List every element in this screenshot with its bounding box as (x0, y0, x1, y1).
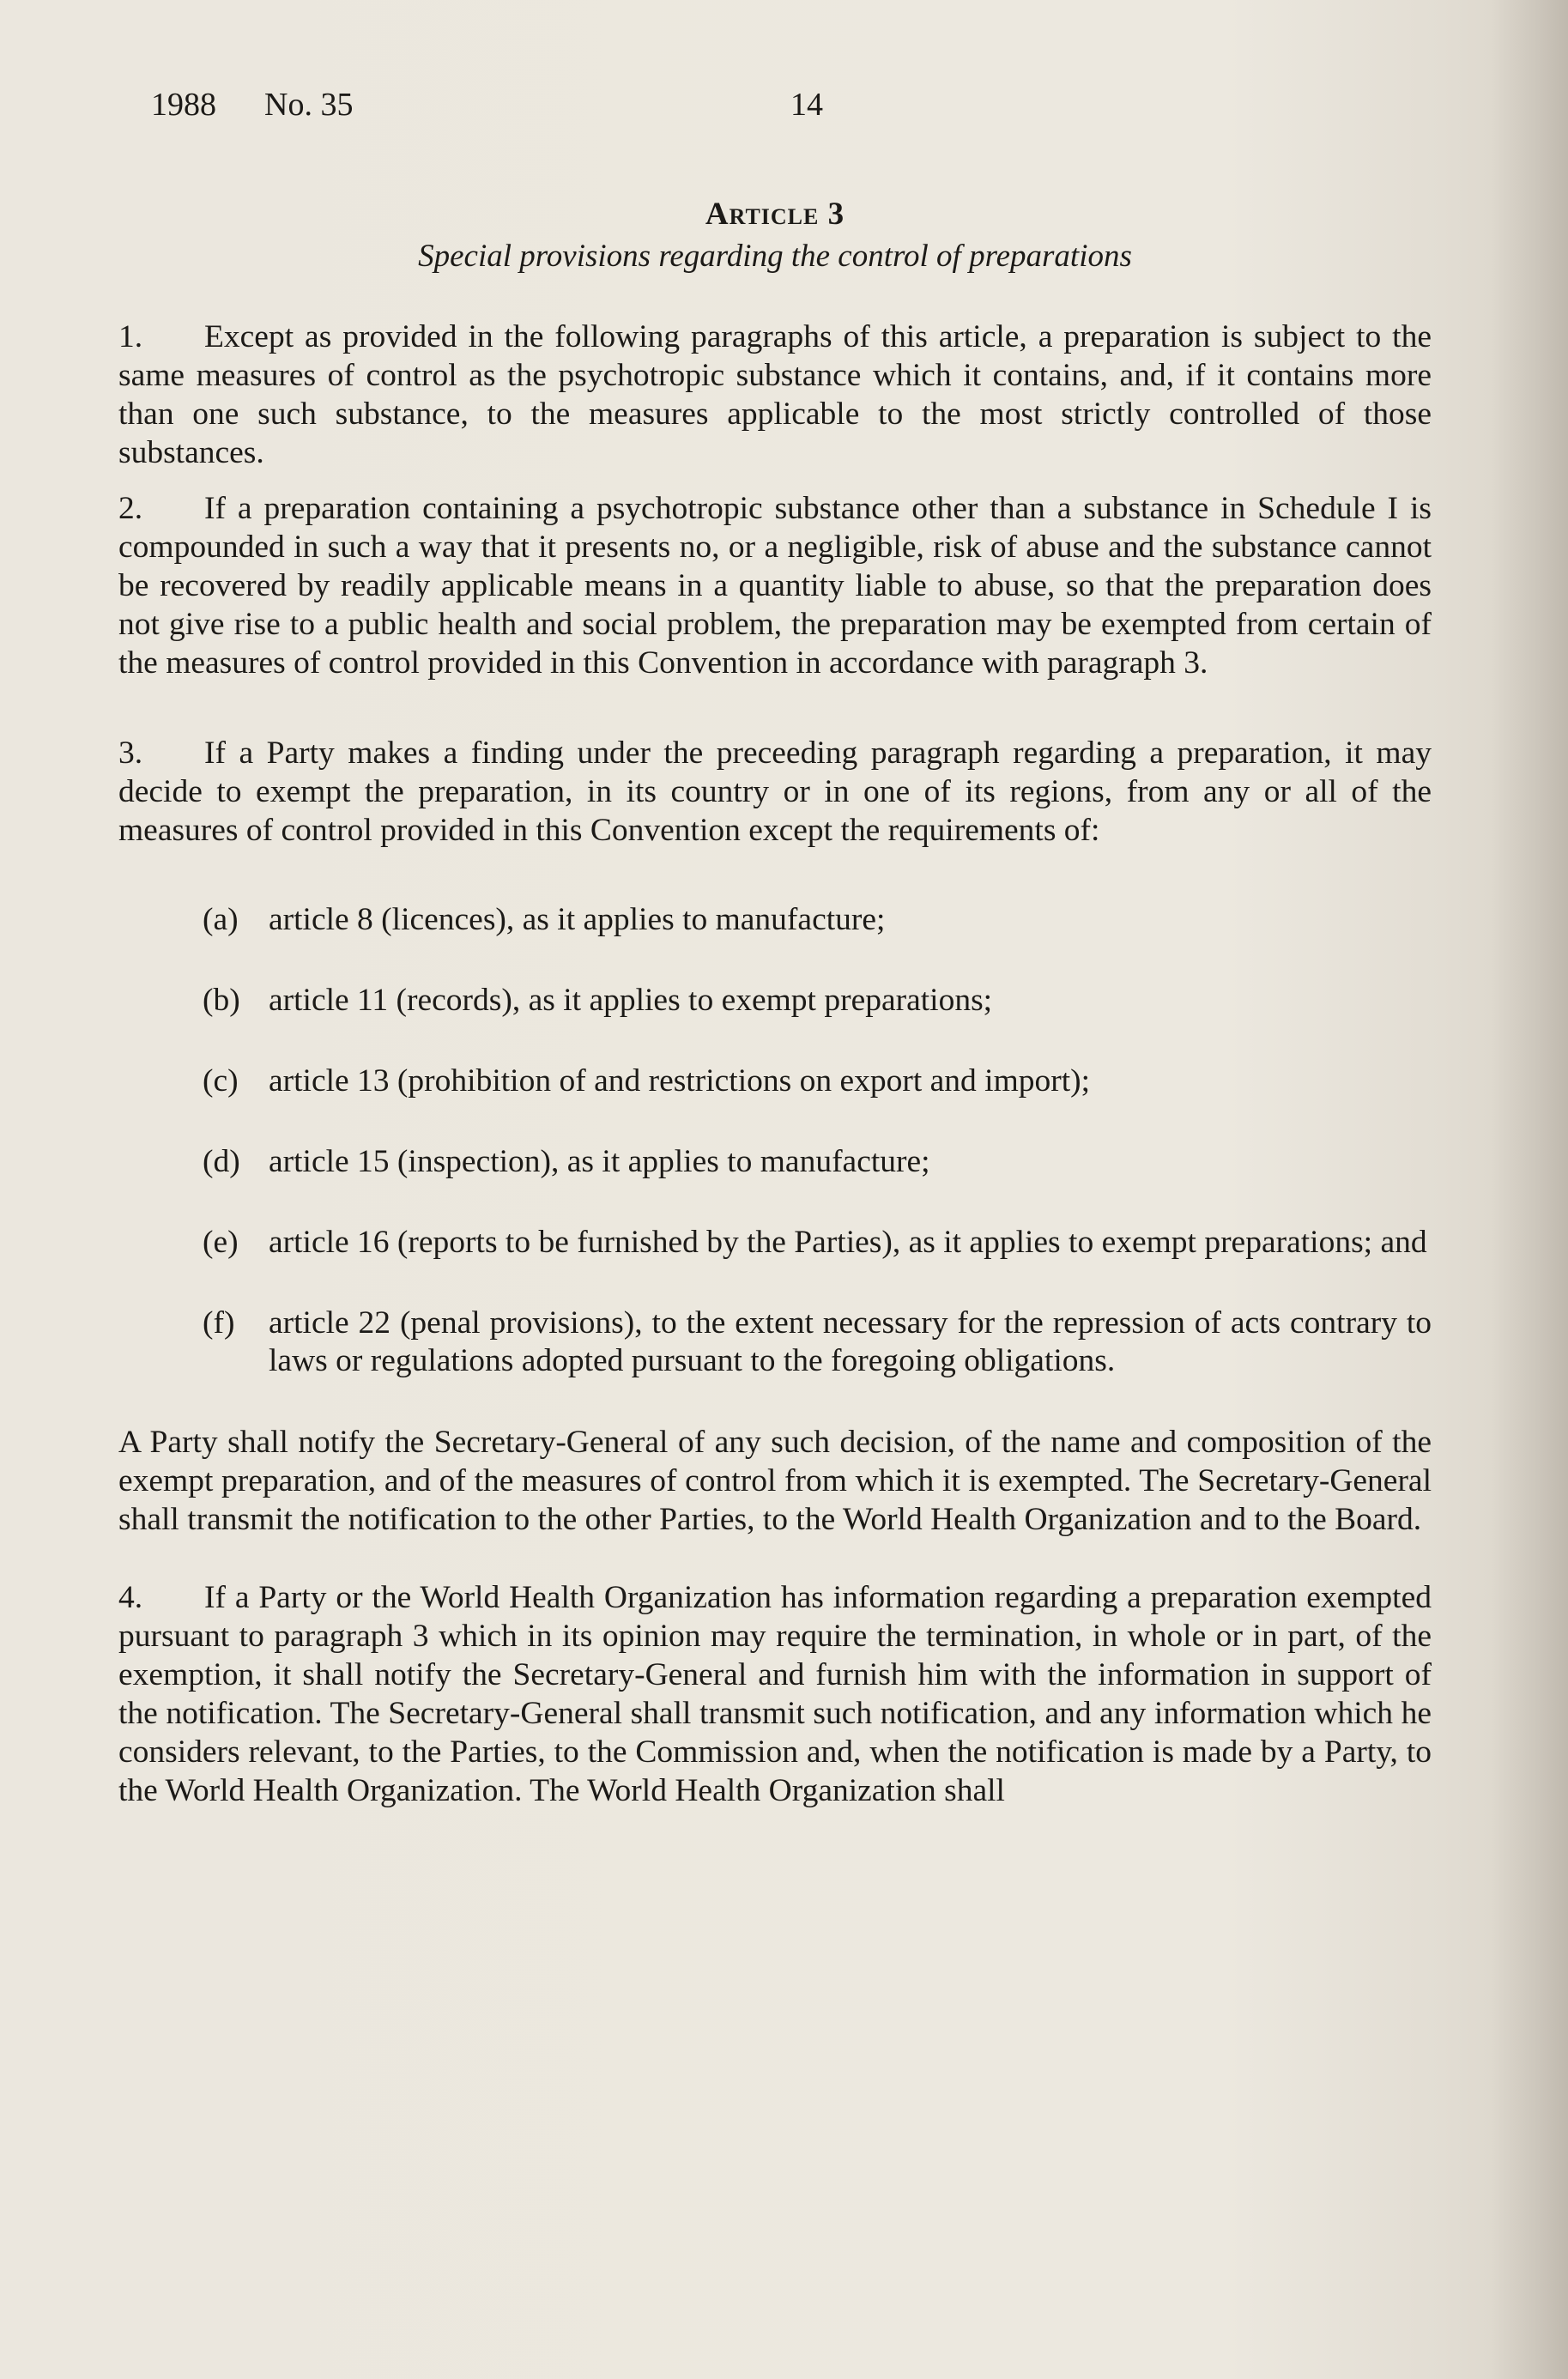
list-item-text: article 13 (prohibition of and restrictions on export and import); (269, 1063, 1091, 1099)
list-item-letter: (f) (203, 1305, 235, 1341)
list-item-text: article 16 (reports to be furnished by the Parties), as it applies to exempt preparations; and (269, 1225, 1427, 1260)
list-item (118, 1224, 1432, 1262)
list-item (118, 1062, 1432, 1100)
list-item-letter: (d) (203, 1144, 240, 1179)
paragraph-text: If a Party makes a finding under the preceeding paragraph regarding a preparation, it may decide to exempt the preparation, in its country or in one of its regions, from any or all of the measures of control provided in this Convention except the requirements of: (118, 735, 1432, 848)
paragraph-number: 3. (118, 735, 143, 771)
article-subtitle: Special provisions regarding the control of preparations (418, 239, 1132, 274)
paragraph-3 (118, 734, 1432, 850)
paragraph-1 (118, 318, 1432, 472)
paragraph-text: If a Party or the World Health Organization has information regarding a preparation exempted pursuant to paragraph 3 which in its opinion may require the termination, in whole or in part, of the exemption, it shall notify the Secretary-General and furnish him with the information in support of the notification. The Secretary-General shall transmit such notification, and any information which he considers relevant, to the Parties, to the Commission and, when the notification is made by a Party, to the World Health Organization. The World Health Organization shall (118, 1580, 1432, 1808)
article-body (118, 196, 1432, 1827)
page-header (151, 86, 1438, 137)
page-number: 14 (790, 87, 823, 123)
paragraph-text: Except as provided in the following paragraphs of this article, a preparation is subject to the same measures of control as the psychotropic substance which it contains, and, if it contains more than one such substance, to the measures applicable to the most strictly controlled of those substances. (118, 319, 1432, 470)
list-item-letter: (b) (203, 983, 240, 1018)
list-item (118, 1143, 1432, 1181)
page-binding-shadow (1491, 0, 1568, 2379)
list-item (118, 982, 1432, 1020)
list-item-letter: (a) (203, 902, 239, 937)
article-heading: Article 3 (705, 197, 845, 232)
paragraph-text: If a preparation containing a psychotropic substance other than a substance in Schedule I is compounded in such a way that it presents no, or a negligible, risk of abuse and the substance cannot be recovered by readily applicable means in a quantity liable to abuse, so that the preparation does not give rise to a public health and social problem, the preparation may be exempted from certain of the measures of control provided in this Convention in accordance with paragraph 3. (118, 491, 1432, 681)
header-document-number: No. 35 (264, 87, 354, 123)
paragraph-4 (118, 1578, 1432, 1810)
list-item-letter: (c) (203, 1063, 239, 1099)
paragraph-number: 4. (118, 1580, 143, 1615)
paragraph-number: 2. (118, 491, 143, 526)
list-item-text: article 8 (licences), as it applies to manufacture; (269, 902, 886, 937)
list-item (118, 1305, 1432, 1380)
paragraph-2 (118, 489, 1432, 682)
list-item-text: article 22 (penal provisions), to the extent necessary for the repression of acts contrary to laws or regulations adopted pursuant to the foregoing obligations. (269, 1305, 1432, 1378)
list-item (118, 901, 1432, 939)
list-item-letter: (e) (203, 1225, 239, 1260)
paragraph-number: 1. (118, 319, 143, 354)
exception-list (118, 901, 1432, 1380)
list-item-text: article 15 (inspection), as it applies to manufacture; (269, 1144, 930, 1179)
list-item-text: article 11 (records), as it applies to exempt preparations; (269, 983, 993, 1018)
closing-paragraph: A Party shall notify the Secretary-General of any such decision, of the name and composition of the exempt preparation, and of the measures of control from which it is exempted. The Secretary-General shall transmit the notification to the other Parties, to the World Health Organization and to the Board. (118, 1425, 1432, 1537)
header-year: 1988 (151, 87, 216, 123)
